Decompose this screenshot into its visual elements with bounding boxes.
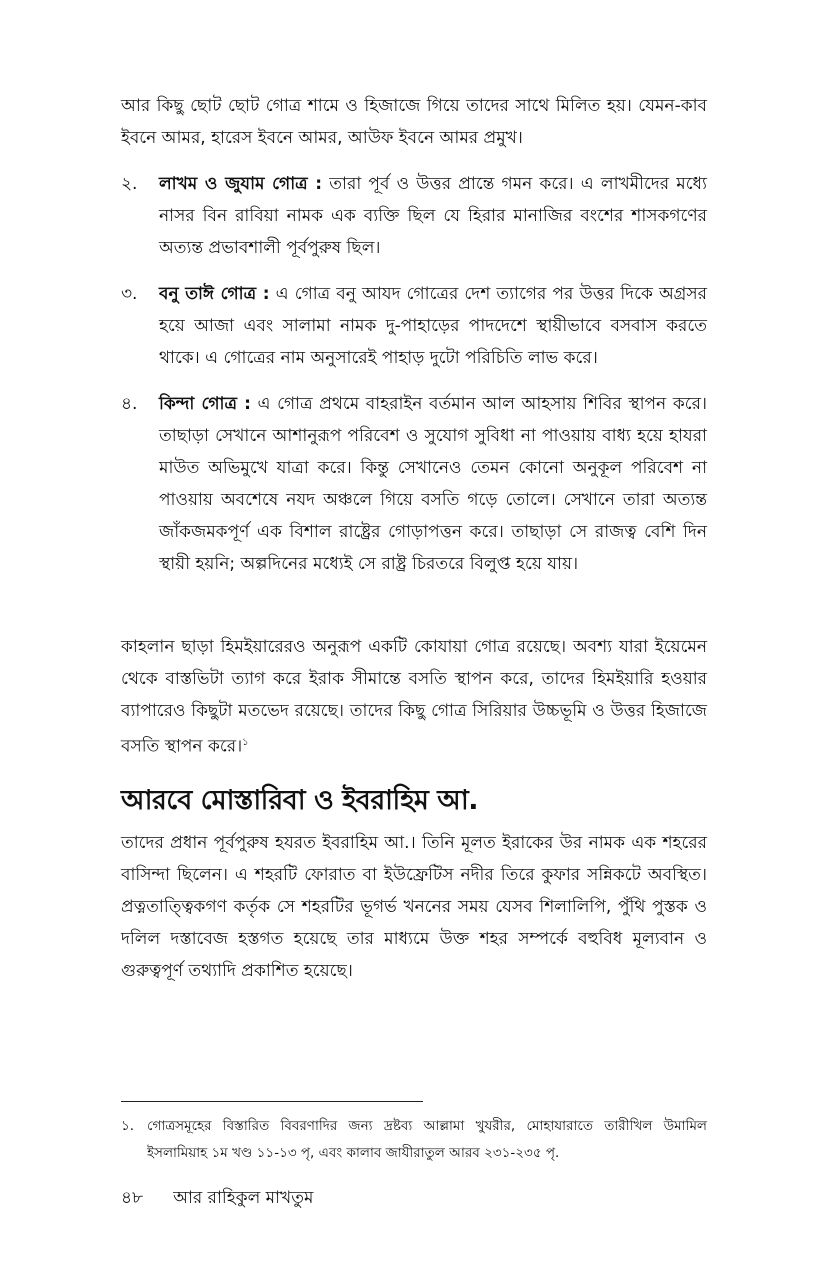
intro-paragraph: আর কিছু ছোট ছোট গোত্র শামে ও হিজাজে গিয়ে তাদের সাথে মিলিত হয়। যেমন-কাব ইবনে আমর, হারেস ইবনে আমর, আউফ ইবনে আমর প্রমুখ। — [121, 96, 707, 148]
footnote-text: গোত্রসমূহের বিস্তারিত বিবরণাদির জন্য দ্রষ্টব্য আল্লামা খুযরীর, মোহাযারাতে তারীখিল উমামিল ইসলামিয়াহ ১ম খণ্ড ১১-১৩ পৃ, এবং কালাব জাযীরাতুল আরব ২৩১-২৩৫ পৃ. — [147, 1118, 707, 1161]
footnote-divider — [121, 1101, 423, 1102]
footnote-mark: ১. — [121, 1118, 135, 1134]
list-item — [121, 278, 707, 374]
ibrahim-paragraph: তাদের প্রধান পূর্বপুরুষ হযরত ইবরাহিম আ.। তিনি মূলত ইরাকের উর নামক এক শহরের বাসিন্দা ছিলেন। এ শহরটি ফোরাত বা ইউফ্রেটিস নদীর তিরে কুফার সন্নিকটে অবস্থিত। প্রত্নতাত্ত্বিকগণ কর্তৃক সে শহরটির ভূগর্ভ খননের সময় যেসব শিলালিপি, পুঁথি পুস্তক ও দলিল দস্তাবেজ হস্তগত হয়েছে তার মাধ্যমে উক্ত শহর সম্পর্কে বহুবিধ মূল্যবান ও গুরুত্বপূর্ণ তথ্যাদি প্রকাশিত হয়েছে। — [121, 833, 707, 981]
tribe-description: এ গোত্র বনু আযদ গোত্রের দেশ ত্যাগের পর উত্তর দিকে অগ্রসর হয়ে আজা এবং সালামা নামক দু-পাহাড়ের পাদদেশে স্থায়ীভাবে বসবাস করতে থাকে। এ গোত্রের নাম অনুসারেই পাহাড় দুটো পরিচিতি লাভ করে। — [159, 284, 707, 368]
tribe-name: বনু তাঈ গোত্র : — [159, 284, 270, 304]
tribe-description: এ গোত্র প্রথমে বাহরাইন বর্তমান আল আহসায় শিবির স্থাপন করে। তাছাড়া সেখানে আশানুরূপ পরিবেশ ও সুযোগ সুবিধা না পাওয়ায় বাধ্য হয়ে হাযরা মাউত অভিমুখে যাত্রা করে। কিন্তু সেখানেও তেমন কোনো অনুকূল পরিবেশ না পাওয়ায় অবশেষে নযদ অঞ্চলে গিয়ে বসতি গড়ে তোলে। সেখানে তারা অত্যন্ত জাঁকজমকপূর্ণ এক বিশাল রাষ্ট্রের গোড়াপত্তন করে। তাছাড়া সে রাজত্ব বেশি দিন স্থায়ী হয়নি; অল্পদিনের মধ্যেই সে রাষ্ট্র চিরতরে বিলুপ্ত হয়ে যায়। — [159, 394, 708, 574]
tribe-name: কিন্দা গোত্র : — [159, 394, 251, 414]
list-number: ৩. — [121, 284, 138, 304]
running-title: আর রাহিকুল মাখতুম — [173, 1188, 314, 1208]
tribe-name: লাখম ও জুযাম গোত্র : — [159, 174, 323, 194]
page-number: ৪৮ — [121, 1188, 144, 1208]
section-heading: আরবে মোস্তারিবা ও ইবরাহিম আ. — [121, 785, 479, 816]
list-number: ৪. — [121, 394, 138, 414]
footnote-reference[interactable]: ১ — [242, 737, 249, 748]
list-item — [121, 388, 707, 580]
tribe-list — [121, 168, 707, 594]
footnote — [121, 1113, 707, 1167]
page-footer — [121, 1184, 313, 1212]
tribe-description: তারা পূর্ব ও উত্তর প্রান্তে গমন করে। এ লাখমীদের মধ্যে নাসর বিন রাবিয়া নামক এক ব্যক্তি ছিল যে হিরার মানাজির বংশের শাসকগণের অত্যন্ত প্রভাবশালী পূর্বপুরুষ ছিল। — [159, 174, 707, 258]
list-item — [121, 168, 707, 264]
kahlan-paragraph — [121, 631, 707, 763]
kahlan-text: কাহলান ছাড়া হিমইয়ারেরও অনুরূপ একটি কোযায়া গোত্র রয়েছে। অবশ্য যারা ইয়েমেন থেকে বাস্তভিটা ত্যাগ করে ইরাক সীমান্তে বসতি স্থাপন করে, তাদের হিমইয়ারি হওয়ার ব্যাপারেও কিছুটা মতভেদ রয়েছে। তাদের কিছু গোত্র সিরিয়ার উচ্চভূমি ও উত্তর হিজাজে বসতি স্থাপন করে। — [121, 637, 707, 757]
list-number: ২. — [121, 174, 138, 194]
